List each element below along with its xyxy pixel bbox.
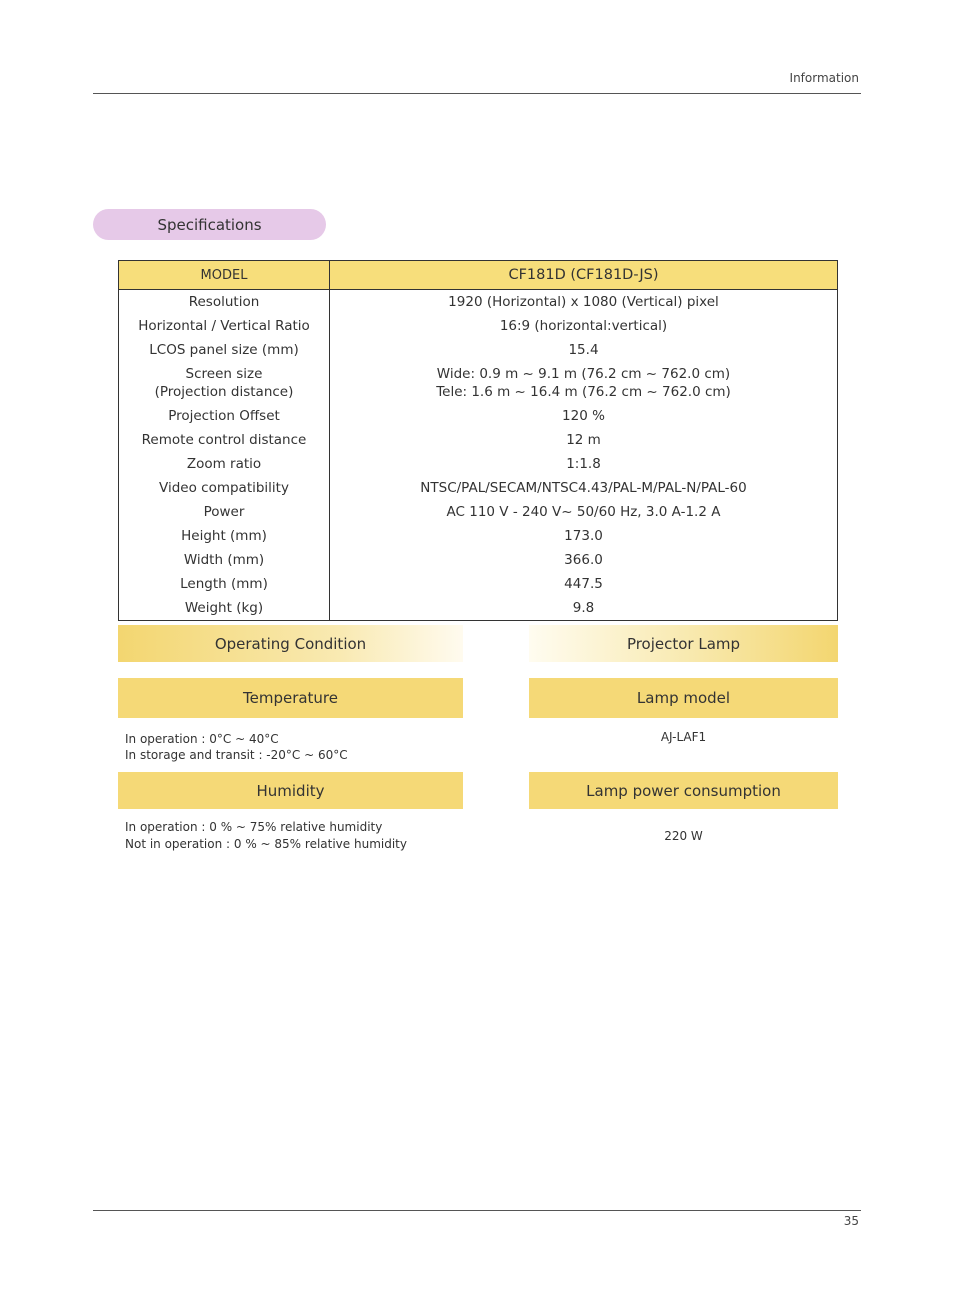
spec-label: Projection Offset	[119, 404, 330, 428]
spec-label: Power	[119, 500, 330, 524]
spec-value: AC 110 V - 240 V~ 50/60 Hz, 3.0 A-1.2 A	[446, 504, 721, 520]
spec-value: 366.0	[564, 552, 603, 568]
table-row	[119, 500, 838, 524]
spec-value-line: Tele: 1.6 m ~ 16.4 m (76.2 cm ~ 762.0 cm)	[436, 384, 731, 400]
table-row	[119, 290, 838, 315]
spec-label	[119, 362, 330, 404]
temperature-notes	[125, 731, 460, 763]
table-row	[119, 572, 838, 596]
spec-value: 447.5	[564, 576, 603, 592]
spec-label: Length (mm)	[119, 572, 330, 596]
spec-value: NTSC/PAL/SECAM/NTSC4.43/PAL-M/PAL-N/PAL-60	[420, 480, 747, 496]
spec-label: Video compatibility	[119, 476, 330, 500]
operating-condition-heading: Operating Condition	[118, 625, 463, 662]
humidity-line: In operation : 0 % ~ 75% relative humidity	[125, 820, 383, 834]
temperature-line: In storage and transit : -20°C ~ 60°C	[125, 748, 348, 762]
lamp-power-heading: Lamp power consumption	[529, 772, 838, 809]
table-row	[119, 476, 838, 500]
table-row	[119, 314, 838, 338]
table-row	[119, 404, 838, 428]
header-section-label: Information	[789, 71, 859, 85]
spec-table-header	[119, 261, 838, 290]
spec-label: Resolution	[119, 290, 330, 315]
spec-value: 1920 (Horizontal) x 1080 (Vertical) pixel	[448, 294, 719, 310]
spec-label: Height (mm)	[119, 524, 330, 548]
table-row	[119, 524, 838, 548]
spec-label: Remote control distance	[119, 428, 330, 452]
spec-label-line: (Projection distance)	[154, 384, 294, 400]
spec-value	[330, 362, 838, 404]
spec-value: 1:1.8	[566, 456, 601, 472]
spec-value: 15.4	[568, 342, 599, 358]
spec-label: LCOS panel size (mm)	[119, 338, 330, 362]
table-row	[119, 548, 838, 572]
spec-value-line: Wide: 0.9 m ~ 9.1 m (76.2 cm ~ 762.0 cm)	[436, 366, 731, 382]
humidity-notes	[125, 819, 460, 853]
lamp-model-value: AJ-LAF1	[660, 730, 707, 744]
spec-label: Width (mm)	[119, 548, 330, 572]
table-row	[119, 452, 838, 476]
projector-lamp-heading: Projector Lamp	[529, 625, 838, 662]
table-row	[119, 428, 838, 452]
section-title: Specifications	[93, 209, 326, 240]
model-header-value: CF181D (CF181D-JS)	[330, 261, 838, 290]
spec-label: Weight (kg)	[119, 596, 330, 621]
spec-table	[118, 260, 838, 621]
spec-label-line: Screen size	[185, 366, 263, 382]
table-row	[119, 596, 838, 621]
spec-label: Horizontal / Vertical Ratio	[119, 314, 330, 338]
model-header-label: MODEL	[119, 261, 330, 290]
spec-label: Zoom ratio	[119, 452, 330, 476]
page-number: 35	[843, 1214, 859, 1228]
temperature-line: In operation : 0°C ~ 40°C	[125, 732, 279, 746]
spec-value: 173.0	[564, 528, 603, 544]
temperature-heading: Temperature	[118, 678, 463, 718]
humidity-heading: Humidity	[118, 772, 463, 809]
table-row	[119, 362, 838, 404]
table-row	[119, 338, 838, 362]
spec-value: 9.8	[572, 600, 595, 616]
header-divider	[93, 93, 861, 94]
lamp-model-heading: Lamp model	[529, 678, 838, 718]
spec-value: 120 %	[562, 408, 605, 424]
spec-value: 12 m	[566, 432, 601, 448]
footer-divider	[93, 1210, 861, 1211]
humidity-line: Not in operation : 0 % ~ 85% relative humidity	[125, 837, 407, 851]
spec-value: 16:9 (horizontal:vertical)	[499, 318, 668, 334]
lamp-power-value: 220 W	[664, 829, 703, 843]
